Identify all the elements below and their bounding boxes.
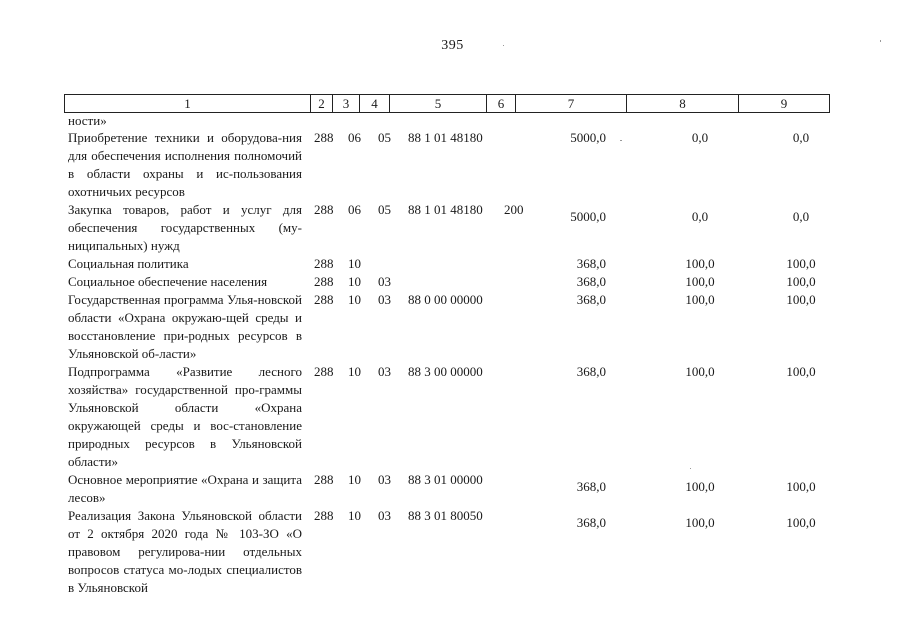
amount-col7-cell: 368,0 xyxy=(576,364,606,379)
target-article-cell: 88 1 01 48180 xyxy=(408,130,483,145)
table-row xyxy=(0,129,905,201)
subsection-code-cell: 03 xyxy=(378,292,391,307)
amount-col9-cell: 100,0 xyxy=(786,364,816,379)
column-header-4: 4 xyxy=(360,95,390,113)
amount-col8-cell: 100,0 xyxy=(685,256,715,271)
amount-col8-cell: 0,0 xyxy=(691,130,709,145)
admin-code-cell: 288 xyxy=(314,202,334,217)
subsection-code-cell: 03 xyxy=(378,364,391,379)
amount-col9-cell: 100,0 xyxy=(786,292,816,307)
amount-col9-cell: 0,0 xyxy=(792,130,810,145)
table-row xyxy=(0,273,905,291)
admin-code-cell: 288 xyxy=(314,274,334,289)
continuation-text: ности» xyxy=(68,113,107,128)
subsection-code-cell: 05 xyxy=(378,202,391,217)
amount-col8-cell: 0,0 xyxy=(691,209,709,225)
subsection-code-cell: 05 xyxy=(378,130,391,145)
column-header-7: 7 xyxy=(516,95,627,113)
column-header-5: 5 xyxy=(390,95,487,113)
amount-col7-cell: 368,0 xyxy=(576,515,606,531)
table-row xyxy=(0,363,905,471)
section-code-cell: 06 xyxy=(348,130,361,145)
column-header-table xyxy=(64,94,830,113)
row-name-cell: Государственная программа Улья-новской области «Охрана окружаю-щей среды и восстановление при-родных ресурсов в Ульяновской об-ласти» xyxy=(68,292,302,361)
row-name-cell: Основное мероприятие «Охрана и защита лесов» xyxy=(68,472,302,505)
amount-col7-cell: 368,0 xyxy=(576,256,606,271)
row-name-cell: Социальное обеспечение населения xyxy=(68,274,268,289)
admin-code-cell: 288 xyxy=(314,130,334,145)
amount-col8-cell: 100,0 xyxy=(685,479,715,495)
section-code-cell: 10 xyxy=(348,472,361,487)
amount-col9-cell: 100,0 xyxy=(786,479,816,495)
section-code-cell: 10 xyxy=(348,292,361,307)
row-name-cell: Закупка товаров, работ и услуг для обеспечения государственных (му-ниципальных) нужд xyxy=(68,202,302,253)
column-header-8: 8 xyxy=(627,95,739,113)
target-article-cell: 88 3 01 00000 xyxy=(408,472,483,487)
admin-code-cell: 288 xyxy=(314,292,334,307)
section-code-cell: 10 xyxy=(348,364,361,379)
column-header-row xyxy=(65,95,830,113)
admin-code-cell: 288 xyxy=(314,472,334,487)
section-code-cell: 10 xyxy=(348,256,361,271)
row-name-cell: Социальная политика xyxy=(68,256,189,271)
column-header-3: 3 xyxy=(333,95,360,113)
table-row xyxy=(0,255,905,273)
section-code-cell: 06 xyxy=(348,202,361,217)
table-row xyxy=(0,201,905,255)
subsection-code-cell: 03 xyxy=(378,508,391,523)
section-code-cell: 10 xyxy=(348,274,361,289)
page-number: 395 xyxy=(441,38,464,53)
budget-table-body xyxy=(0,112,905,597)
amount-col8-cell: 100,0 xyxy=(685,292,715,307)
column-header-2: 2 xyxy=(311,95,333,113)
admin-code-cell: 288 xyxy=(314,256,334,271)
subsection-code-cell: 03 xyxy=(378,274,391,289)
amount-col8-cell: 100,0 xyxy=(685,515,715,531)
amount-col7-cell: 5000,0 xyxy=(570,130,606,145)
subsection-code-cell: 03 xyxy=(378,472,391,487)
admin-code-cell: 288 xyxy=(314,508,334,523)
amount-col9-cell: 100,0 xyxy=(786,515,816,531)
row-name-cell: Подпрограмма «Развитие лесного хозяйства» государственной про-граммы Ульяновской области «Охрана окружающей среды и вос-становление природных ресурсов в Ульяновской области» xyxy=(68,364,302,469)
continuation-row xyxy=(0,112,905,129)
amount-col9-cell: 0,0 xyxy=(792,209,810,225)
target-article-cell: 88 0 00 00000 xyxy=(408,292,483,307)
target-article-cell: 88 3 00 00000 xyxy=(408,364,483,379)
amount-col8-cell: 100,0 xyxy=(685,364,715,379)
expense-type-cell: 200 xyxy=(504,202,524,217)
target-article-cell: 88 1 01 48180 xyxy=(408,202,483,217)
amount-col7-cell: 368,0 xyxy=(576,274,606,289)
amount-col8-cell: 100,0 xyxy=(685,274,715,289)
table-row xyxy=(0,291,905,363)
column-header-1: 1 xyxy=(65,95,311,113)
row-name-cell: Приобретение техники и оборудова-ния для обеспечения исполнения полномочий в области охраны и ис-пользования охотничьих ресурсов xyxy=(68,130,302,199)
target-article-cell: 88 3 01 80050 xyxy=(408,508,483,523)
amount-col7-cell: 368,0 xyxy=(576,479,606,495)
table-row xyxy=(0,471,905,507)
row-name-cell: Реализация Закона Ульяновской области от 2 октября 2020 года № 103-ЗО «О правовом регулирова-нии отдельных вопросов статуса мо-лодых специалистов в Ульяновской xyxy=(68,508,302,595)
table-row xyxy=(0,507,905,597)
amount-col7-cell: 5000,0 xyxy=(570,209,606,225)
amount-col9-cell: 100,0 xyxy=(786,274,816,289)
admin-code-cell: 288 xyxy=(314,364,334,379)
amount-col7-cell: 368,0 xyxy=(576,292,606,307)
section-code-cell: 10 xyxy=(348,508,361,523)
amount-col9-cell: 100,0 xyxy=(786,256,816,271)
column-header-6: 6 xyxy=(487,95,516,113)
column-header-9: 9 xyxy=(739,95,830,113)
